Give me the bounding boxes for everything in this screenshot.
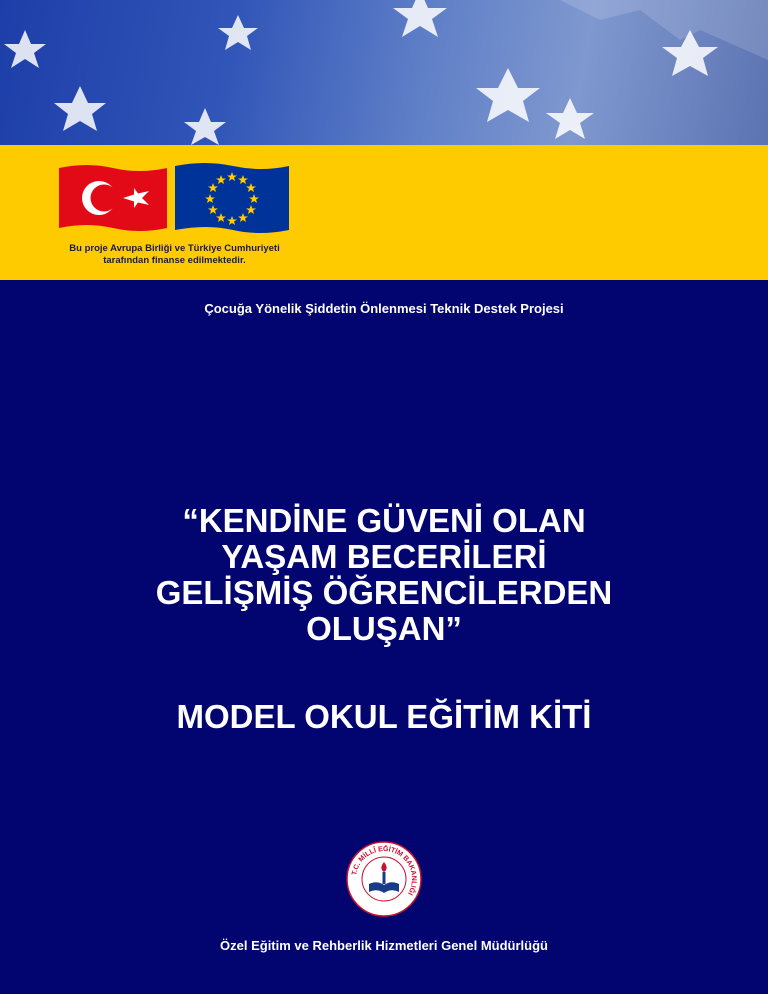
banner-star [4,30,46,68]
funding-note [52,243,297,267]
title-line: YAŞAM BECERİLERİ [221,538,547,575]
banner-star [393,0,447,37]
banner-star [476,68,540,122]
project-name: Çocuğa Yönelik Şiddetin Önlenmesi Teknik Destek Projesi [204,301,564,316]
banner-star [218,15,258,50]
funding-note-line1: Bu proje Avrupa Birliği ve Türkiye Cumhuriyeti [69,243,280,254]
eu-stars-background [0,0,768,145]
funding-note-line2: tarafından finanse edilmektedir. [103,255,246,266]
main-title [60,503,708,647]
title-line: GELİŞMİŞ ÖĞRENCİLERDEN [155,574,613,611]
eu-banner-image [0,0,768,145]
banner-star [184,108,226,145]
logo-ring-text: T.C. MİLLÎ EĞİTİM BAKANLIĞI [351,845,418,897]
eu-flag-icon [173,160,291,236]
banner-star [54,86,106,131]
map-outline [560,0,768,60]
directorate-name: Özel Eğitim ve Rehberlik Hizmetleri Genel Müdürlüğü [220,938,548,953]
banner-star [546,98,594,139]
title-line: “KENDİNE GÜVENİ OLAN [182,502,586,539]
turkey-flag-icon [57,162,169,234]
banner-star [662,30,718,76]
kit-title: MODEL OKUL EĞİTİM KİTİ [176,698,592,735]
meb-logo-icon [345,840,423,918]
title-line: OLUŞAN” [306,610,462,647]
